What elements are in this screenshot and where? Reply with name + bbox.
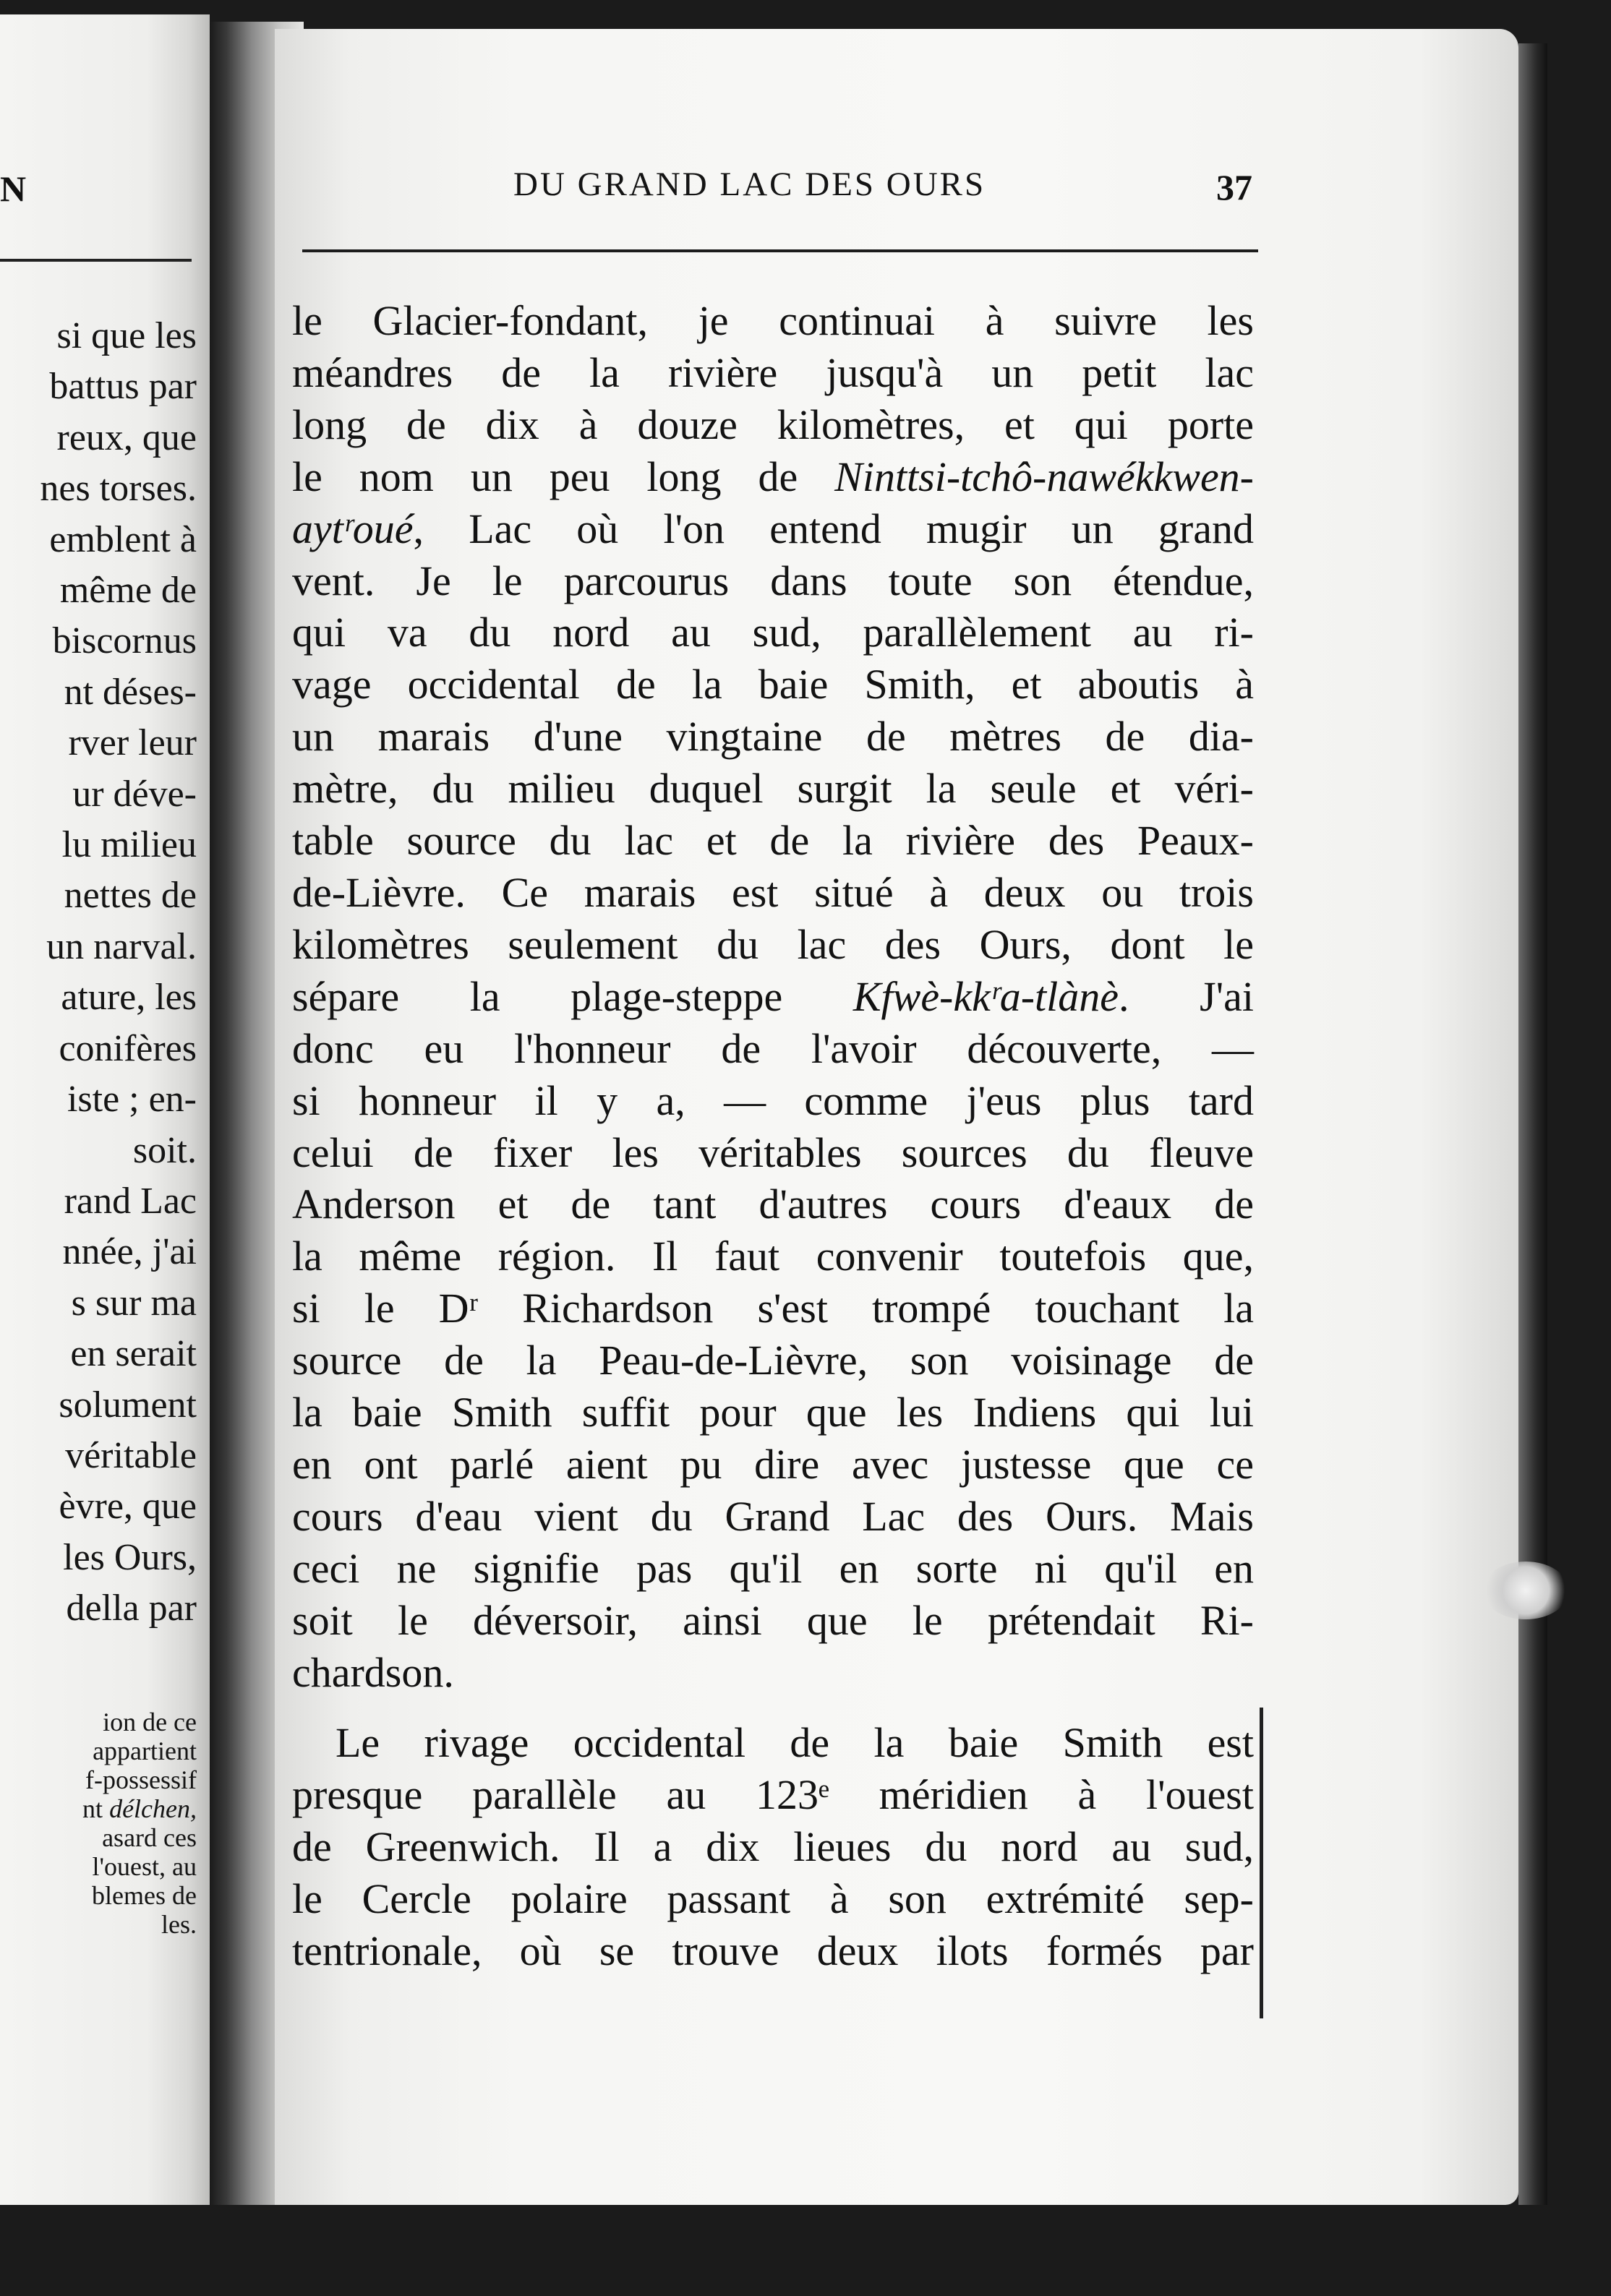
left-line: nes torses. [40, 468, 197, 510]
footnote-line: asard ces [102, 1823, 197, 1852]
left-line: solument [59, 1384, 197, 1426]
text-line: de Greenwich. Il a dix lieues du nord au sud, [292, 1823, 1254, 1871]
text-line: vent. Je le parcourus dans toute son étendue, [292, 557, 1254, 604]
left-line: rver leur [68, 722, 197, 764]
paper-stain [1482, 1562, 1569, 1619]
text-line: vage occidental de la baie Smith, et aboutis à [292, 661, 1254, 708]
text-line: presque parallèle au 123ᵉ méridien à l'ouest [292, 1771, 1254, 1819]
footnote-line: f-possessif [85, 1765, 197, 1794]
text-line: long de dix à douze kilomètres, et qui porte [292, 400, 1254, 448]
left-line: soit. [132, 1129, 197, 1171]
left-page-footnote [0, 1708, 197, 1939]
left-line: della par [66, 1588, 197, 1629]
left-line: les Ours, [63, 1536, 197, 1578]
footnote-line: appartient [93, 1736, 197, 1765]
running-title: DU GRAND LAC DES OURS [513, 166, 986, 203]
left-line: nnée, j'ai [62, 1231, 197, 1273]
footnote-line: blemes de [92, 1881, 197, 1910]
footnote-line: les. [161, 1910, 197, 1939]
left-line: même de [59, 570, 197, 612]
left-line: ature, les [61, 977, 197, 1019]
italic-place-name: aytʳoué [292, 505, 414, 552]
left-line: conifères [59, 1027, 197, 1069]
text-line [292, 971, 1254, 1023]
left-page-header-fragment: N [0, 168, 27, 209]
text-line: le Cercle polaire passant à son extrémité sep- [292, 1875, 1254, 1923]
left-line: iste ; en- [67, 1079, 197, 1121]
text-fragment: le nom un peu long de [292, 453, 835, 500]
text-line [292, 503, 1254, 555]
text-line: donc eu l'honneur de l'avoir découverte, — [292, 1024, 1254, 1072]
italic-place-name: Kfwè-kkʳa-tlànè [852, 972, 1119, 1020]
text-line: la baie Smith suffit pour que les Indiens qui lui [292, 1389, 1254, 1436]
text-line: qui va du nord au sud, parallèlement au ri- [292, 609, 1254, 656]
footnote-fragment: nt [82, 1794, 110, 1823]
page-edge-shadow [1518, 43, 1547, 2205]
footnote-line: l'ouest, au [92, 1852, 197, 1881]
left-line: reux, que [56, 416, 197, 458]
text-fragment: sépare la plage-steppe [292, 972, 853, 1020]
footnote-line [0, 1794, 197, 1823]
text-line: mètre, du milieu duquel surgit la seule et véri- [292, 765, 1254, 813]
text-line: table source du lac et de la rivière des Peaux- [292, 817, 1254, 865]
left-line: lu milieu [61, 824, 197, 866]
left-line: si que les [56, 315, 197, 356]
text-fragment: . J'ai [1119, 972, 1254, 1020]
left-line: s sur ma [71, 1282, 197, 1324]
left-line: nt déses- [64, 671, 197, 713]
text-line: cours d'eau vient du Grand Lac des Ours. Mais [292, 1492, 1254, 1540]
text-line: un marais d'une vingtaine de mètres de dia- [292, 713, 1254, 761]
text-line: chardson. [292, 1648, 454, 1696]
text-line: si honneur il y a, — comme j'eus plus tard [292, 1076, 1254, 1124]
text-line: source de la Peau-de-Lièvre, son voisinage de [292, 1337, 1254, 1384]
text-fragment: , Lac où l'on entend mugir un grand [413, 505, 1254, 552]
text-line [292, 451, 1254, 503]
left-line: véritable [65, 1434, 197, 1476]
left-line: battus par [49, 366, 197, 408]
left-line: un narval. [46, 925, 197, 967]
left-line: èvre, que [59, 1486, 197, 1528]
left-line: nettes de [64, 875, 197, 917]
header-rule [302, 249, 1258, 252]
text-line: si le Dʳ Richardson s'est trompé touchant la [292, 1285, 1254, 1332]
italic-place-name: Ninttsi-tchô-nawékkwen- [834, 453, 1254, 500]
text-line: de-Lièvre. Ce marais est situé à deux ou trois [292, 868, 1254, 916]
left-line: ur déve- [72, 773, 197, 815]
text-line: Anderson et de tant d'autres cours d'eaux de [292, 1181, 1254, 1228]
running-header [0, 165, 1611, 208]
paragraph-gap [292, 1698, 1254, 1717]
left-line: rand Lac [64, 1180, 197, 1222]
text-line: la même région. Il faut convenir toutefois que, [292, 1233, 1254, 1280]
text-line: Le rivage occidental de la baie Smith est [336, 1719, 1254, 1767]
text-line: ceci ne signifie pas qu'il en sorte ni qu'il en [292, 1544, 1254, 1592]
footnote-line: ion de ce [103, 1708, 197, 1736]
left-page-text [0, 311, 197, 1635]
text-line: le Glacier-fondant, je continuai à suivre les [292, 297, 1254, 344]
footnote-italic-word: délchen, [109, 1794, 197, 1823]
left-line: emblent à [49, 518, 197, 560]
left-line: biscornus [52, 620, 197, 662]
text-line: méandres de la rivière jusqu'à un petit lac [292, 348, 1254, 396]
text-line: en ont parlé aient pu dire avec justesse que ce [292, 1440, 1254, 1488]
text-line: tentrionale, où se trouve deux ilots formés par [292, 1927, 1254, 1975]
body-text [292, 295, 1254, 1977]
left-page-header-rule [0, 259, 192, 262]
left-facing-page [0, 14, 210, 2205]
text-line: soit le déversoir, ainsi que le prétendait Ri- [292, 1596, 1254, 1644]
margin-mark [1260, 1708, 1263, 2018]
text-line: celui de fixer les véritables sources du fleuve [292, 1128, 1254, 1176]
left-line: en serait [70, 1333, 197, 1375]
page-number: 37 [1216, 167, 1252, 207]
text-line: kilomètres seulement du lac des Ours, dont le [292, 920, 1254, 968]
